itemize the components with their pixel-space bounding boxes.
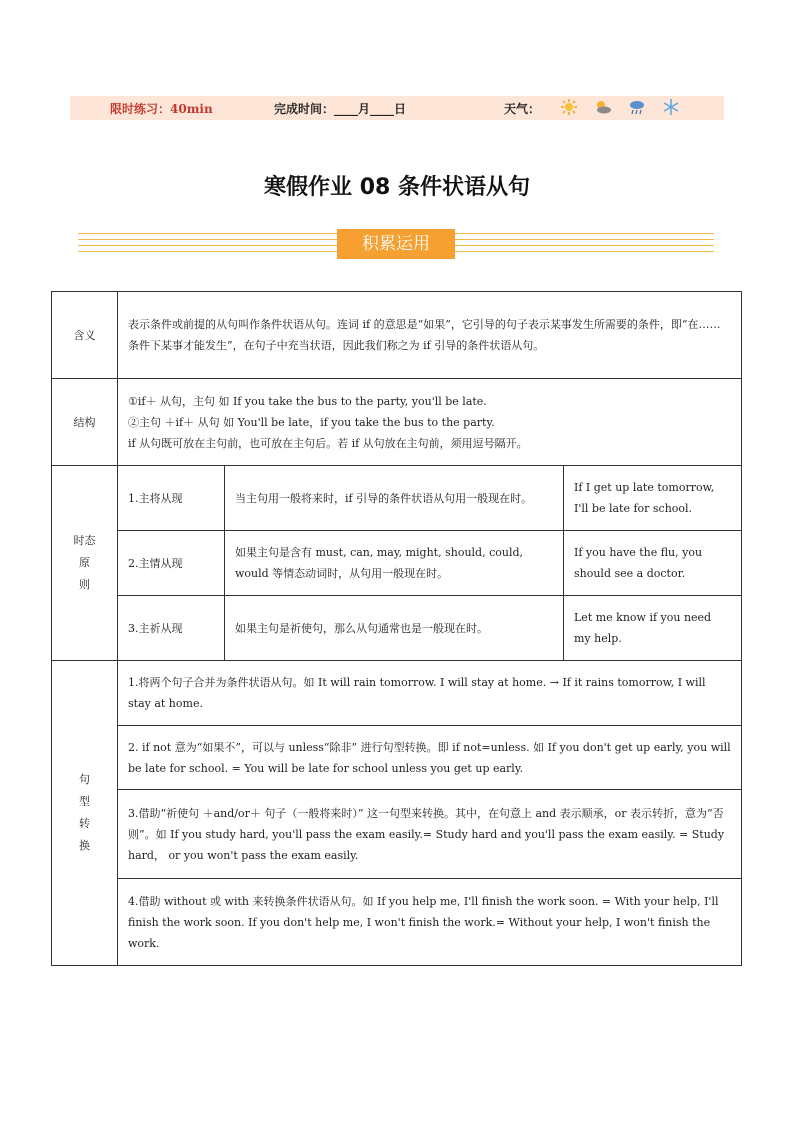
tense-rule-text: 当主句用一般将来时，if 引导的条件状语从句用一般现在时。 [225, 466, 564, 531]
row-label-meaning: 含义 [52, 292, 118, 379]
table-row [52, 466, 742, 531]
sun-icon [560, 98, 578, 116]
table-row [52, 531, 742, 596]
header-bar [70, 96, 724, 120]
transform-item: 3.借助“祈使句 ＋and/or＋ 句子（一般将来时）” 这一句型来转换。其中，在句意上 and 表示顺承，or 表示转折，意为“否则”。如 If you study hard, you'll pass the exam easily.= Study hard and you'll pass the exam easily. = Study hard， or you won't pass the exam easily. [118, 790, 742, 879]
table-row [52, 726, 742, 790]
table-row [52, 379, 742, 466]
tense-example: If I get up late tomorrow, I'll be late for school. [564, 466, 742, 531]
section-heading: 积累运用 [337, 229, 455, 259]
row-label-structure: 结构 [52, 379, 118, 466]
tense-rule-name: 2.主情从现 [118, 531, 225, 596]
table-row [52, 596, 742, 661]
meaning-text: 表示条件或前提的从句叫作条件状语从句。连词 if 的意思是“如果”，它引导的句子表示某事发生所需要的条件，即“在……条件下某事才能发生”，在句子中充当状语，因此我们称之为 if 引导的条件状语从句。 [118, 292, 742, 379]
weather-label: 天气： [504, 102, 541, 116]
table-row [52, 879, 742, 966]
tense-example: If you have the flu, you should see a doctor. [564, 531, 742, 596]
rain-icon [628, 98, 646, 116]
tense-rule-text: 如果主句是祈使句，那么从句通常也是一般现在时。 [225, 596, 564, 661]
tense-example: Let me know if you need my help. [564, 596, 742, 661]
row-label-tense: 时态 原 则 [52, 466, 118, 661]
table-row [52, 790, 742, 879]
grammar-table [51, 291, 742, 966]
tense-rule-name: 1.主将从现 [118, 466, 225, 531]
structure-line: ①if＋ 从句，主句 如 If you take the bus to the party, you'll be late. [128, 394, 487, 408]
cloudy-icon [594, 98, 612, 116]
tense-rule-name: 3.主祈从现 [118, 596, 225, 661]
transform-item: 1.将两个句子合并为条件状语从句。如 It will rain tomorrow. I will stay at home. → If it rains tomorrow, I will stay at home. [118, 661, 742, 726]
snow-icon [662, 98, 680, 116]
time-limit: 限时练习：40min [110, 102, 213, 116]
finish-time: 完成时间：____月____日 [274, 102, 407, 116]
structure-line: if 从句既可放在主句前，也可放在主句后。若 if 从句放在主句前，须用逗号隔开。 [128, 436, 528, 450]
structure-line: ②主句 ＋if＋ 从句 如 You'll be late，if you take the bus to the party. [128, 415, 495, 429]
table-row [52, 292, 742, 379]
page-title: 寒假作业 08 条件状语从句 [264, 175, 530, 200]
tense-rule-text: 如果主句是含有 must, can, may, might, should, could, would 等情态动词时，从句用一般现在时。 [225, 531, 564, 596]
structure-text [118, 379, 742, 466]
transform-item: 4.借助 without 或 with 来转换条件状语从句。如 If you help me, I'll finish the work soon. = With your help, I'll finish the work soon. If you don't help me, I won't finish the work.= Without your help, I won't finish the work. [118, 879, 742, 966]
row-label-transform: 句 型 转 换 [52, 661, 118, 966]
transform-item: 2. if not 意为“如果不”，可以与 unless“除非” 进行句型转换。即 if not=unless. 如 If you don't get up early, you will be late for school. = You will be late for school unless you get up early. [118, 726, 742, 790]
table-row [52, 661, 742, 726]
